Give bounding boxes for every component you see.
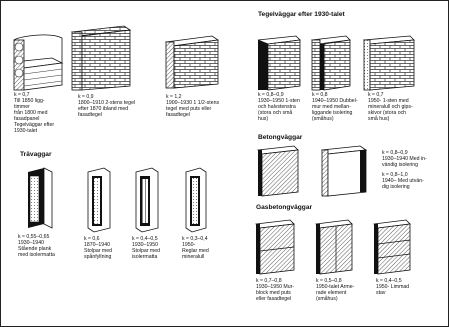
caption-w9 — [132, 236, 160, 260]
caption-line: med isolermatta — [18, 252, 55, 258]
caption-w6 — [368, 92, 413, 122]
caption-line: fasadtegel — [166, 112, 190, 118]
caption-line: 1930–1940 Med in- — [382, 156, 427, 162]
wall-timber-sawdust — [88, 168, 110, 232]
caption-line: (småhus) — [316, 296, 338, 302]
k-value: k ≈ 0,7–0,8 — [256, 278, 282, 284]
k-value: k ≈ 0,8–0,9 — [258, 92, 284, 98]
caption-line: 1800–1910 2-stens tegel — [78, 100, 136, 106]
caption-line: från 1800 med — [14, 110, 48, 116]
k-value: k ≈ 0,6 — [84, 236, 100, 242]
caption-line: 1930-talet — [14, 128, 38, 134]
heading-brick-after-1930: Tegelväggar efter 1930-talet — [258, 11, 345, 18]
caption-line: 1930–1940 — [18, 240, 44, 246]
k-value: k ≈ 0,7 — [14, 92, 30, 98]
caption-line: 1950- — [182, 242, 196, 248]
k-value: k ≈ 0,3–0,4 — [182, 236, 208, 242]
caption-w15 — [376, 278, 409, 296]
k-value: k ≈ 0,4–0,5 — [132, 236, 158, 242]
caption-line: (småhus) — [312, 116, 334, 122]
caption-w10 — [182, 236, 209, 260]
caption-line: hus) — [258, 116, 269, 122]
wall-timber-plank — [28, 168, 52, 228]
caption-line: Tegelväggar efter — [14, 122, 55, 128]
caption-line: Reglar med — [182, 248, 209, 254]
wall-brick-2-stone — [72, 26, 130, 90]
caption-line: 1930–1950 1-sten — [258, 98, 300, 104]
k-value: k ≈ 0,55–0,65 — [18, 234, 50, 240]
caption-line: tegel med puts eller — [166, 106, 212, 112]
wall-brick-double — [312, 36, 350, 90]
caption-w3 — [166, 94, 219, 118]
caption-w8 — [84, 236, 112, 260]
caption-line: stav — [376, 290, 386, 296]
caption-w1 — [14, 92, 54, 134]
heading-timber-walls: Trävaggar — [20, 151, 52, 158]
k-value: k ≈ 0,8–0,9 — [382, 150, 408, 156]
heading-aerated-concrete: Gasbetongväggar — [256, 204, 313, 211]
wall-glued-rods — [374, 220, 410, 274]
caption-line: 1940–1950 Dubbel- — [312, 98, 358, 104]
caption-line: liggande isolering — [312, 110, 353, 116]
caption-line: små hus) — [368, 116, 390, 122]
k-value: k ≈ 0,5–0,8 — [316, 278, 342, 284]
wall-brick-1-5-stone — [166, 36, 218, 88]
wall-aerated-block — [256, 220, 294, 274]
caption-line: eller fasadtegel — [256, 296, 292, 302]
caption-w13 — [256, 278, 294, 302]
k-value: k ≈ 0,7 — [368, 92, 384, 98]
caption-line: mur med mellan- — [312, 104, 351, 110]
caption-line: Stående plank — [18, 246, 52, 252]
caption-line: 1940– Med utvän- — [382, 178, 424, 184]
k-value: k ≈ 0,8 — [312, 92, 328, 98]
caption-line: skivor (stora och — [368, 110, 407, 116]
caption-line: (stora och små — [258, 110, 293, 116]
k-value: k ≈ 0,8–1,0 — [382, 172, 408, 178]
caption-w11 — [382, 150, 427, 168]
caption-line: och halvstenstra — [258, 104, 296, 110]
caption-line: efter 1870 ibland med — [78, 106, 129, 112]
caption-w12 — [382, 172, 424, 190]
caption-line: 1930–1950 — [132, 242, 158, 248]
caption-w2 — [78, 94, 135, 118]
caption-line: block med puts — [256, 290, 291, 296]
wall-timber-insulation — [136, 168, 158, 232]
k-value: k ≈ 0,9 — [78, 94, 94, 100]
caption-line: 1950-talet Arme- — [316, 284, 355, 290]
caption-line: Till 1850 ligg- — [14, 98, 45, 104]
wall-log-timber — [14, 35, 62, 90]
heading-concrete-walls: Betongväggar — [258, 134, 303, 141]
wall-timber-studs — [186, 168, 206, 232]
caption-w5 — [312, 92, 358, 122]
caption-line: dig isolering — [382, 184, 410, 190]
wall-aerated-element — [316, 220, 352, 274]
wall-brick-mineralwool — [364, 36, 414, 90]
caption-line: fasadtegel — [78, 112, 102, 118]
k-value: k ≈ 0,4–0,5 — [376, 278, 402, 284]
caption-line: vändig isolering — [382, 162, 419, 168]
caption-w14 — [316, 278, 354, 302]
caption-line: mineralull och gips- — [368, 104, 413, 110]
caption-line: rade element — [316, 290, 347, 296]
caption-line: isolermatta — [132, 254, 158, 260]
caption-line: timmer — [14, 104, 30, 110]
caption-line: 1900–1930 1 1/2-stens — [166, 100, 220, 106]
caption-line: 1870–1940 — [84, 242, 110, 248]
caption-w4 — [258, 92, 300, 122]
caption-line: 1950- Limmad — [376, 284, 410, 290]
k-value: k ≈ 1,2 — [166, 94, 182, 100]
wall-brick-1930-1950 — [258, 36, 300, 90]
wall-concrete-outer — [322, 146, 366, 196]
caption-line: 1950- 1-sten med — [368, 98, 409, 104]
caption-line: Stolpar med — [132, 248, 160, 254]
caption-line: 1930–1950 Mur- — [256, 284, 295, 290]
caption-line: Stolpar med — [84, 248, 112, 254]
caption-w7 — [18, 234, 55, 258]
caption-line: spånfyllning — [84, 254, 112, 260]
caption-line: mineralull — [182, 254, 205, 260]
caption-line: fasadpanel — [14, 116, 40, 122]
wall-concrete-inner — [258, 146, 298, 196]
